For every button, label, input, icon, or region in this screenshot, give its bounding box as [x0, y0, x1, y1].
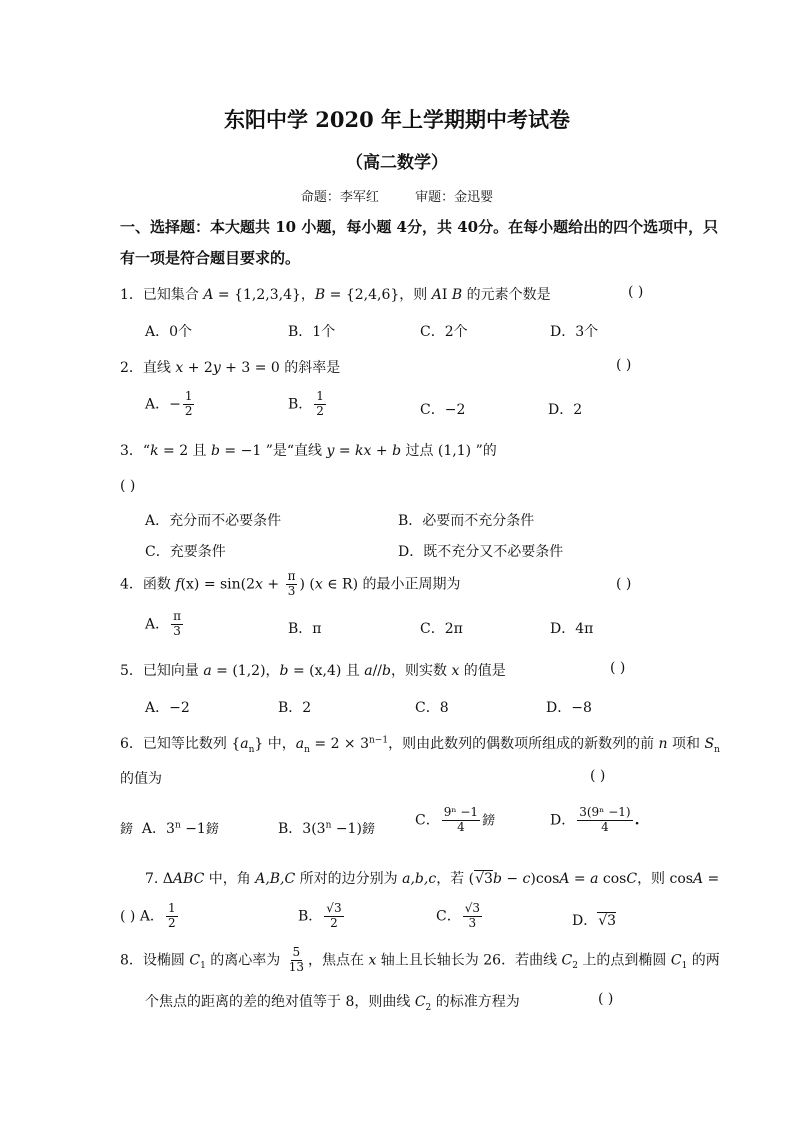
- q1-option-b: B．1个: [288, 324, 336, 340]
- exam-subtitle: （高二数学）: [346, 153, 448, 173]
- q2-option-a: A．− $\frac{1}{2}$: [145, 389, 193, 418]
- reviewer-label: 审题：金迅婴: [415, 190, 494, 205]
- answer-blank-6: ( ): [590, 768, 606, 784]
- q5-option-d: D．−8: [546, 700, 592, 716]
- q7-option-d: D．√3: [572, 913, 617, 929]
- question-8-line2: 个焦点的距离的差的绝对值等于 8，则曲线 $C_2$ 的标准方程为: [145, 994, 520, 1013]
- q4-option-b: B．π: [288, 621, 322, 637]
- q7-option-c: C． $\frac{√3}{3}$: [436, 901, 480, 930]
- q1-option-a: A．0个: [145, 324, 193, 340]
- q7-option-a: ( ) A． $\frac{1}{2}$: [120, 901, 176, 930]
- answer-blank-2: ( ): [616, 357, 632, 373]
- q5-option-c: C．8: [415, 700, 449, 716]
- q6-option-d: D． $\frac{\text{3(9ⁿ −1)}}{4}$ .: [550, 805, 640, 834]
- answer-blank-5: ( ): [610, 660, 626, 676]
- q5-option-a: A．−2: [145, 700, 190, 716]
- exam-title: 东阳中学 2020 年上学期期中考试卷: [223, 107, 571, 132]
- question-1: 1．已知集合 A = {1,2,3,4}，B = {2,4,6}，则 AI B 的元素个数是: [120, 287, 551, 303]
- q6-option-a: 鎊 A．$3^n -1$鎊: [120, 820, 219, 837]
- answer-blank-1: ( ): [628, 284, 644, 300]
- answer-blank-8: ( ): [598, 991, 614, 1007]
- q1-option-d: D．3个: [550, 324, 599, 340]
- byline: [0, 186, 794, 205]
- section-heading-line2: 有一项是符合题目要求的。: [120, 249, 301, 267]
- question-5: 5．已知向量 a = (1,2)，b = (x,4) 且 a//b，则实数 x 的值是: [120, 663, 506, 679]
- q2-option-c: C．−2: [420, 402, 466, 418]
- q2-option-d: D．2: [548, 402, 583, 418]
- q4-option-a: A． $\frac{\pi}{3}$: [145, 609, 182, 638]
- q3-option-b: B．必要而不充分条件: [398, 513, 535, 529]
- q3-option-a: A．充分而不必要条件: [145, 513, 282, 529]
- question-2: 2．直线 x + 2y + 3 = 0 的斜率是: [120, 360, 341, 376]
- question-4: 4．函数 f(x) = sin(2x + $\frac{\pi}{3}$ ) (x ∈ R) 的最小正周期为: [120, 569, 461, 598]
- q6-option-b: B．$3(3^n -1)$鎊: [278, 820, 375, 837]
- q1-option-c: C．2个: [420, 324, 468, 340]
- section-heading-line1: 一、选择题：本大题共 10 小题，每小题 4分，共 40分。在每小题给出的四个选项中，只: [120, 218, 719, 236]
- question-8: 8．设椭圆 $C_1$ 的离心率为 $\frac{5}{13}$ ，焦点在 x 轴上且长轴长为 26．若曲线 $C_2$ 上的点到椭圆 $C_1$ 的两: [120, 945, 720, 974]
- q3-option-d: D．既不充分又不必要条件: [398, 544, 564, 560]
- q4-option-d: D．4π: [550, 621, 594, 637]
- question-7: 7. ΔABC 中，角 A,B,C 所对的边分别为 a,b,c，若 (√3b − c)cosA = a cosC，则 cosA =: [145, 871, 720, 887]
- question-3: 3．“k = 2 且 b = −1 ”是“直线 y = kx + b 过点 (1,1) ”的: [120, 443, 497, 459]
- q6-option-c: C． $\frac{\text{9ⁿ −1}}{4}$ 鎊: [415, 805, 496, 834]
- q7-option-b: B． $\frac{√3}{2}$: [298, 901, 342, 930]
- q2-option-b: B． $\frac{1}{2}$: [288, 389, 324, 418]
- question-6: 6．已知等比数列 $\{a_n\}$ 中，$a_n = 2 \times 3^{n-1}$，则由此数列的偶数项所组成的新数列的前 n 项和 $S_n$: [120, 735, 720, 755]
- answer-blank-3: ( ): [120, 478, 136, 494]
- author-label: 命题：李军红: [300, 190, 379, 205]
- question-6-line2: 的值为: [120, 771, 162, 787]
- answer-blank-4: ( ): [616, 576, 632, 592]
- q5-option-b: B．2: [278, 700, 312, 716]
- q3-option-c: C．充要条件: [145, 544, 226, 560]
- q4-option-c: C．2π: [420, 621, 463, 637]
